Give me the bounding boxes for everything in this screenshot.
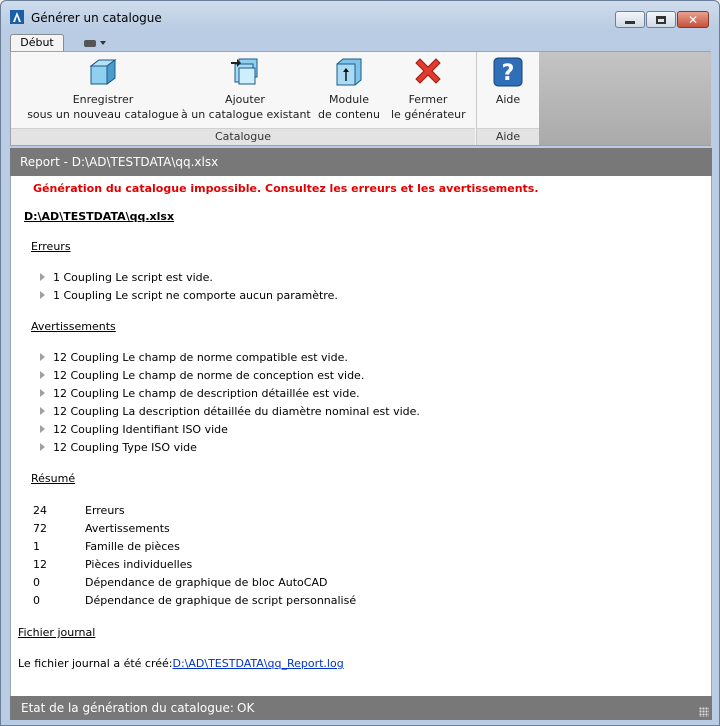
save-catalogue-icon <box>87 56 119 88</box>
add-button-line1: Ajouter <box>225 93 265 106</box>
summary-count: 0 <box>33 594 40 607</box>
error-item-text: 1 Coupling Le script est vide. <box>53 271 213 284</box>
section-warnings-title: Avertissements <box>31 320 116 333</box>
add-catalogue-icon <box>229 56 261 88</box>
add-button-line2: à un catalogue existant <box>181 108 311 121</box>
warning-item[interactable] <box>40 441 197 454</box>
report-header: Report - D:\AD\TESTDATA\qq.xlsx <box>10 148 712 176</box>
close-generator-button[interactable] <box>391 56 465 122</box>
save-new-catalogue-button[interactable] <box>23 56 183 122</box>
save-button-line2: sous un nouveau catalogue <box>27 108 179 121</box>
window-title: Générer un catalogue <box>31 11 162 25</box>
expand-triangle-icon[interactable] <box>40 443 45 451</box>
help-button[interactable] <box>485 56 531 107</box>
expand-triangle-icon[interactable] <box>40 425 45 433</box>
report-file-path: D:\AD\TESTDATA\qq.xlsx <box>24 210 175 223</box>
svg-text:?: ? <box>501 61 515 86</box>
maximize-icon <box>656 16 666 24</box>
ribbon-group-aide <box>476 52 539 145</box>
report-panel[interactable] <box>10 176 712 696</box>
summary-label: Avertissements <box>85 522 170 535</box>
close-button-line2: le générateur <box>391 108 466 121</box>
close-window-button[interactable] <box>677 11 709 28</box>
summary-count: 1 <box>33 540 40 553</box>
summary-label: Famille de pièces <box>85 540 180 553</box>
warning-item-text: 12 Coupling Le champ de norme de conception est vide. <box>53 369 365 382</box>
title-bar[interactable] <box>1 1 719 33</box>
expand-triangle-icon[interactable] <box>40 291 45 299</box>
close-button-line1: Fermer <box>408 93 448 106</box>
summary-count: 12 <box>33 558 47 571</box>
add-existing-catalogue-button[interactable] <box>181 56 309 122</box>
summary-count: 24 <box>33 504 47 517</box>
help-icon <box>492 56 524 88</box>
expand-triangle-icon[interactable] <box>40 389 45 397</box>
expand-triangle-icon[interactable] <box>40 407 45 415</box>
content-module-icon <box>333 56 365 88</box>
ribbon-empty-area <box>539 52 711 145</box>
warning-item-text: 12 Coupling Le champ de norme compatible est vide. <box>53 351 348 364</box>
resize-grip-icon[interactable] <box>699 707 709 717</box>
group-label-catalogue: Catalogue <box>11 128 475 145</box>
warning-item[interactable] <box>40 369 364 382</box>
group-label-aide: Aide <box>477 128 539 145</box>
ribbon-tab-bar <box>10 34 710 51</box>
workspace-icon[interactable] <box>84 40 96 47</box>
summary-count: 72 <box>33 522 47 535</box>
journal-log-link[interactable]: D:\AD\TESTDATA\qq_Report.log <box>172 657 344 670</box>
error-item-text: 1 Coupling Le script ne comporte aucun paramètre. <box>53 289 338 302</box>
expand-triangle-icon[interactable] <box>40 273 45 281</box>
section-errors-title: Erreurs <box>31 240 71 253</box>
maximize-button[interactable] <box>646 11 676 28</box>
module-button-line1: Module <box>329 93 369 106</box>
summary-count: 0 <box>33 576 40 589</box>
help-button-label: Aide <box>495 93 521 106</box>
app-logo-icon <box>10 10 24 24</box>
warning-item-text: 12 Coupling Identifiant ISO vide <box>53 423 228 436</box>
save-button-line1: Enregistrer <box>72 93 134 106</box>
warning-item[interactable] <box>40 387 360 400</box>
chevron-down-icon[interactable] <box>100 41 106 45</box>
expand-triangle-icon[interactable] <box>40 353 45 361</box>
error-message: Génération du catalogue impossible. Consultez les erreurs et les avertissements. <box>33 182 539 195</box>
status-value: OK <box>237 701 255 715</box>
status-label: Etat de la génération du catalogue: <box>21 701 234 715</box>
status-bar <box>10 696 712 720</box>
close-icon: ✕ <box>687 12 699 27</box>
section-summary-title: Résumé <box>31 472 76 485</box>
summary-label: Dépendance de graphique de script personnalisé <box>85 594 357 607</box>
journal-line <box>18 657 344 670</box>
warning-item-text: 12 Coupling Type ISO vide <box>53 441 197 454</box>
summary-label: Pièces individuelles <box>85 558 193 571</box>
summary-label: Erreurs <box>85 504 125 517</box>
warning-item[interactable] <box>40 405 420 418</box>
section-journal-title: Fichier journal <box>18 626 96 639</box>
ribbon-panel <box>10 51 711 146</box>
close-x-icon <box>412 56 444 88</box>
quick-access-toolbar[interactable] <box>84 36 106 50</box>
journal-text: Le fichier journal a été créé: <box>18 657 173 670</box>
warning-item[interactable] <box>40 351 348 364</box>
error-item[interactable] <box>40 271 213 284</box>
expand-triangle-icon[interactable] <box>40 371 45 379</box>
warning-item-text: 12 Coupling La description détaillée du diamètre nominal est vide. <box>53 405 420 418</box>
minimize-icon <box>625 21 635 24</box>
warning-item-text: 12 Coupling Le champ de description détaillée est vide. <box>53 387 360 400</box>
minimize-button[interactable] <box>615 11 645 28</box>
ribbon-group-catalogue <box>11 52 475 145</box>
content-module-button[interactable] <box>313 56 385 122</box>
module-button-line2: de contenu <box>317 108 381 121</box>
tab-debut[interactable]: Début <box>10 34 64 51</box>
summary-label: Dépendance de graphique de bloc AutoCAD <box>85 576 328 589</box>
warning-item[interactable] <box>40 423 228 436</box>
error-item[interactable] <box>40 289 338 302</box>
